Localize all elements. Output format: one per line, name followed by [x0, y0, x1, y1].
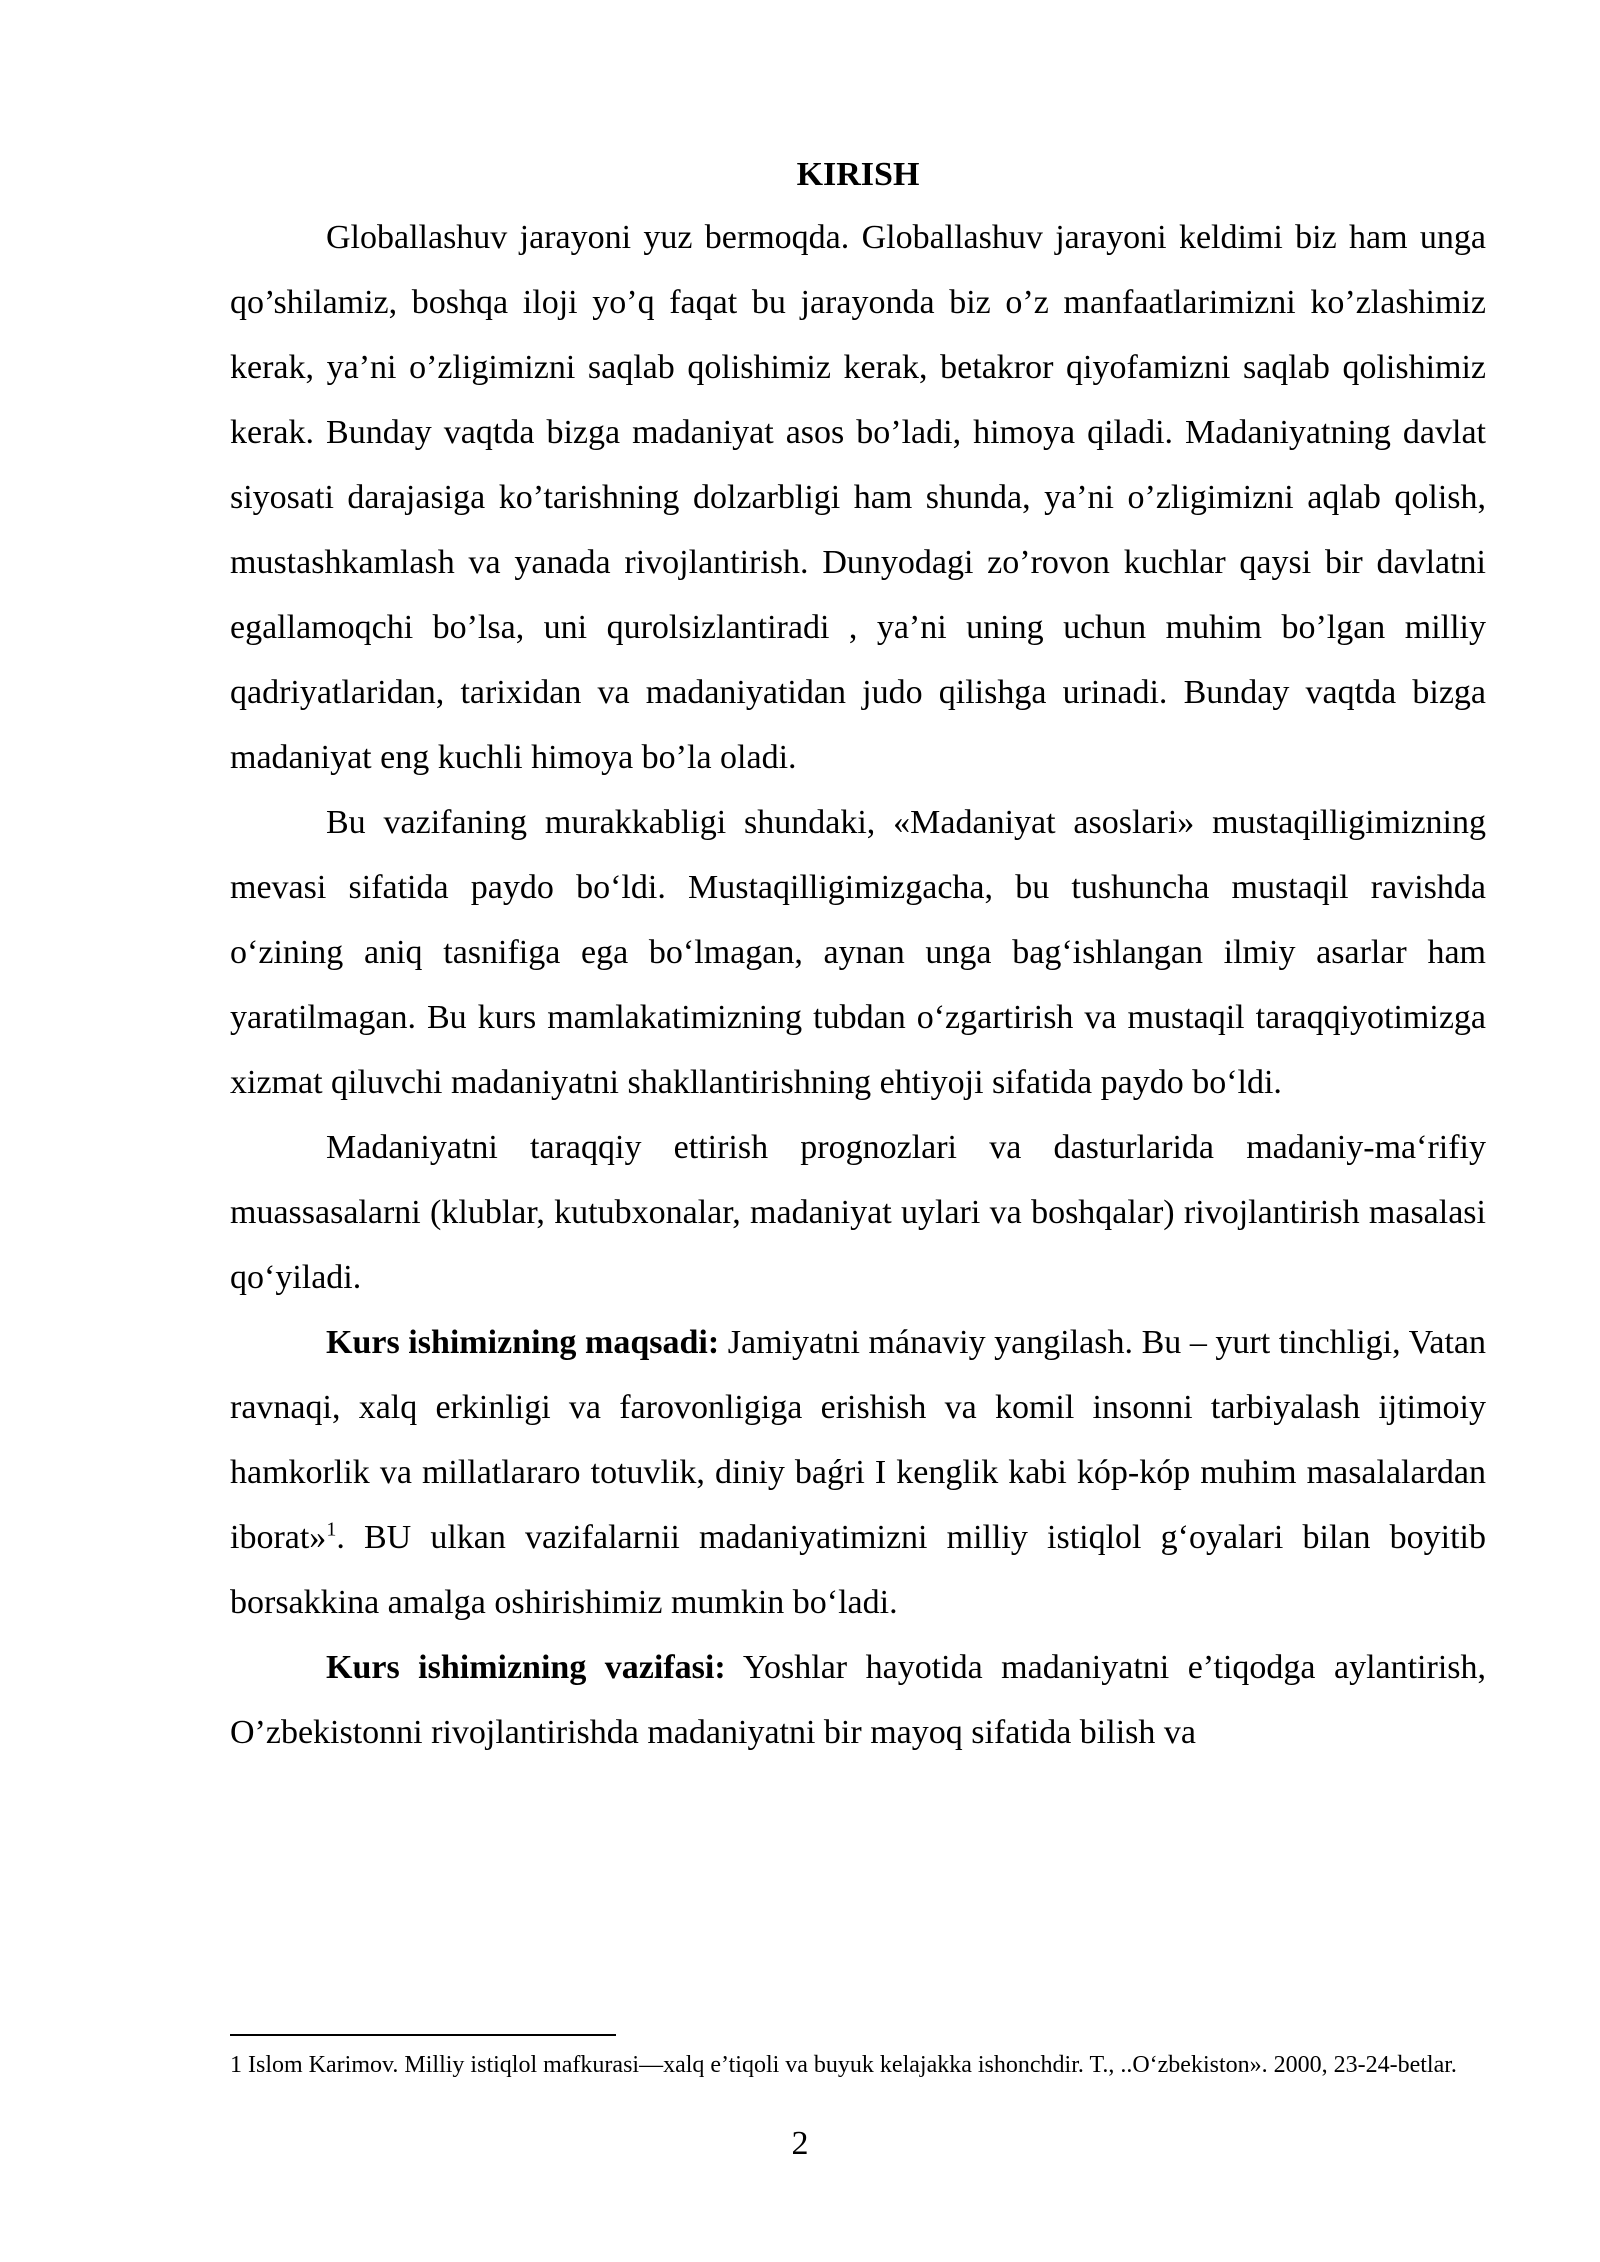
body-text [230, 140, 1486, 1765]
footnote-text: 1 Islom Karimov. Milliy istiqlol mafkurasi—xalq e’tiqoli va buyuk kelajakka ishonchdir. T., ..O‘zbekiston». 2000, 23-24-betlar. [230, 2052, 1457, 2078]
goal-text-continued: . BU ulkan vazifalarnii madaniyatimizni milliy istiqlol g‘oyalari bilan boyitib borsakkina amalga oshirishimiz mumkin bo‘ladi. [230, 1519, 1486, 1621]
goal-text: Jamiyatni mánaviy yangilash. Bu – yurt tinchligi, Vatan ravnaqi, xalq erkinligi va farovonligiga erishish va komil insonni tarbiyalash ijtimoiy hamkorlik va millatlararo totuvlik, diniy baǵri I kenglik kabi kóp-kóp muhim masalalardan iborat» [230, 1324, 1486, 1556]
task-text: Yoshlar hayotida madaniyatni e’tiqodga aylantirish, O’zbekistonni rivojlantirishda madaniyatni bir mayoq sifatida bilish va [230, 1649, 1486, 1751]
task-label: Kurs ishimizning vazifasi: [326, 1649, 726, 1686]
footnote-reference[interactable]: 1 [326, 1518, 337, 1541]
paragraph-culture-development: Madaniyatni taraqqiy ettirish prognozlari va dasturlarida madaniy-ma‘rifiy muassasalarni (klublar, kutubxonalar, madaniyat uylari va boshqalar) rivojlantirish masalasi qo‘yiladi. [230, 1129, 1486, 1296]
paragraph-course-task [230, 1635, 1486, 1765]
paragraph-course-goal [230, 1310, 1486, 1635]
paragraph-globalization: Globallashuv jarayoni yuz bermoqda. Globallashuv jarayoni keldimi biz ham unga qo’shilamiz, boshqa iloji yo’q faqat bu jarayonda biz o’z manfaatlarimizni ko’zlashimiz kerak, ya’ni o’zligimizni saqlab qolishimiz kerak, betakror qiyofamizni saqlab qolishimiz kerak. Bunday vaqtda bizga madaniyat asos bo’ladi, himoya qiladi. Madaniyatning davlat siyosati darajasiga ko’tarishning dolzarbligi ham shunda, ya’ni o’zligimizni aqlab qolish, mustashkamlash va yanada rivojlantirish. Dunyodagi zo’rovon kuchlar qaysi bir davlatni egallamoqchi bo’lsa, uni qurolsizlantiradi , ya’ni uning uchun muhim bo’lgan milliy qadriyatlaridan, tarixidan va madaniyatidan judo qilishga urinadi. Bunday vaqtda bizga madaniyat eng kuchli himoya bo’la oladi. [230, 219, 1486, 776]
goal-label: Kurs ishimizning maqsadi: [326, 1324, 720, 1361]
footnote-separator [230, 2034, 616, 2036]
section-title: KIRISH [796, 156, 920, 193]
page-number: 2 [791, 2125, 809, 2162]
paragraph-course-complexity: Bu vazifaning murakkabligi shundaki, «Madaniyat asoslari» mustaqilligimizning mevasi sifatida paydo bo‘ldi. Mustaqilligimizgacha, bu tushuncha mustaqil ravishda o‘zining aniq tasnifiga ega bo‘lmagan, aynan unga bag‘ishlangan ilmiy asarlar ham yaratilmagan. Bu kurs mamlakatimizning tubdan o‘zgartirish va mustaqil taraqqiyotimizga xizmat qiluvchi madaniyatni shakllantirishning ehtiyoji sifatida paydo bo‘ldi. [230, 804, 1486, 1101]
